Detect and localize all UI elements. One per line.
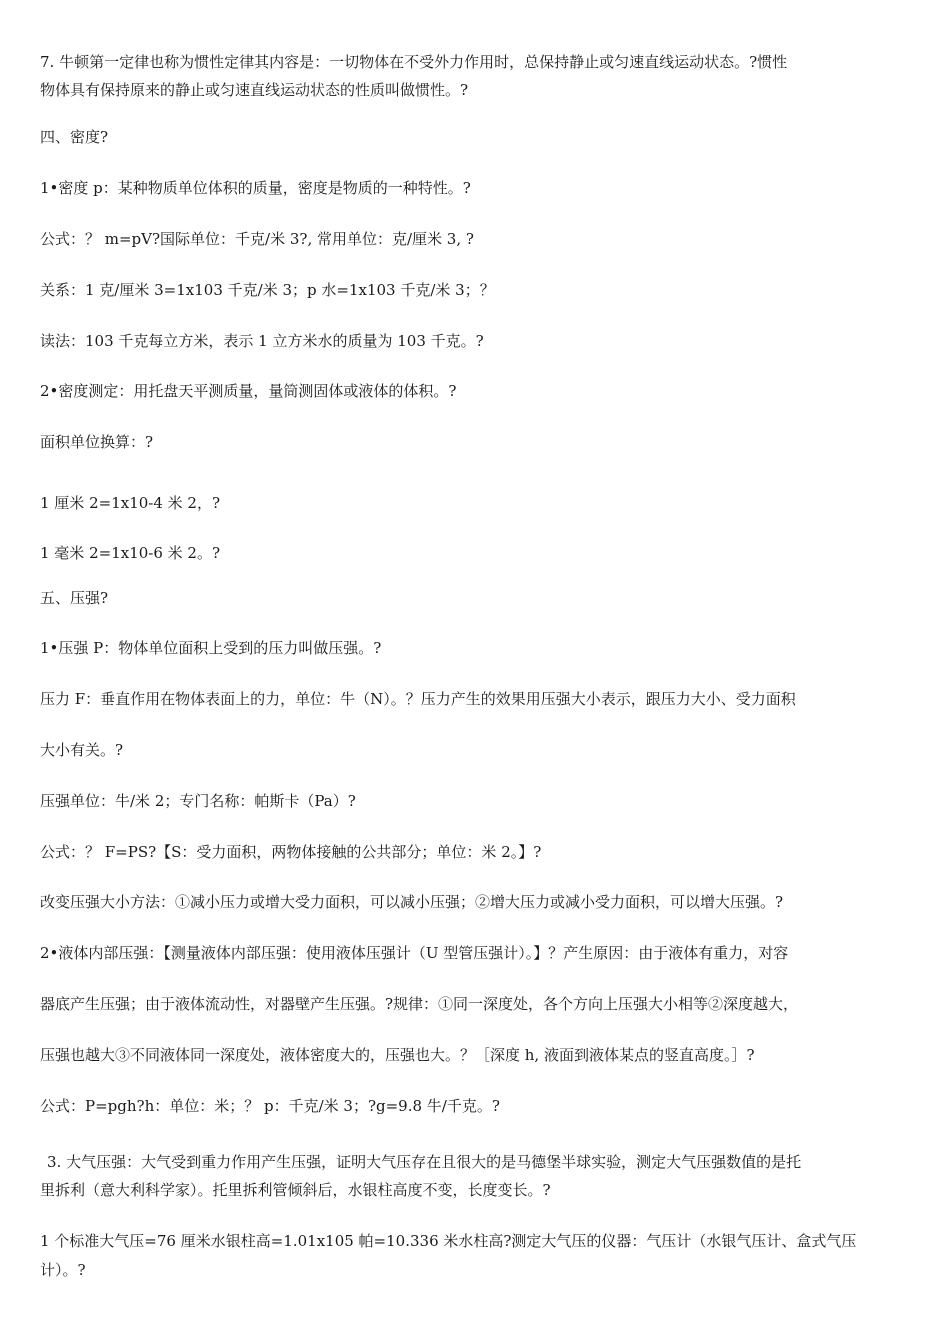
text-line: 器底产生压强；由于液体流动性，对器壁产生压强。?规律：①同一深度处，各个方向上压强大小相等②深度越大， <box>40 995 799 1013</box>
text-line: 2•密度测定：用托盘天平测质量，量筒测固体或液体的体积。? <box>40 382 457 400</box>
text-line: 改变压强大小方法：①减小压力或增大受力面积，可以减小压强；②增大压力或减小受力面积，可以增大压强。? <box>40 893 784 911</box>
text-line: 压力 F：垂直作用在物体表面上的力，单位：牛（N）。？压力产生的效果用压强大小表示，跟压力大小、受力面积 <box>40 690 796 708</box>
text-line: 1•密度 p：某种物质单位体积的质量，密度是物质的一种特性。? <box>40 179 471 197</box>
text-line: 公式：？ m=pV?国际单位：千克/米 3?, 常用单位：克/厘米 3, ? <box>40 230 474 248</box>
section-heading: 五、压强? <box>40 589 109 607</box>
section-heading: 四、密度? <box>40 128 109 146</box>
text-line: 里拆利（意大利科学家）。托里拆利管倾斜后，水银柱高度不变，长度变长。? <box>40 1181 551 1199</box>
text-line: 2•液体内部压强：【测量液体内部压强：使用液体压强计（U 型管压强计）。】？产生原因：由于液体有重力，对容 <box>40 944 789 962</box>
text-line: 1 厘米 2=1x10-4 米 2，? <box>40 494 221 512</box>
text-line: 压强单位：牛/米 2；专门名称：帕斯卡（Pa）? <box>40 792 356 810</box>
text-line: 关系：1 克/厘米 3=1x103 千克/米 3；p 水=1x103 千克/米 3；？ <box>40 281 495 299</box>
text-line: 面积单位换算：? <box>40 433 154 451</box>
text-line: 公式：P=pgh?h：单位：米；？ p：千克/米 3；?g=9.8 牛/千克。? <box>40 1097 500 1115</box>
text-line: 3. 大气压强：大气受到重力作用产生压强，证明大气压存在且很大的是马德堡半球实验，测定大气压强数值的是托 <box>47 1153 802 1171</box>
text-line: 7. 牛顿第一定律也称为惯性定律其内容是：一切物体在不受外力作用时，总保持静止或匀速直线运动状态。?惯性 <box>40 53 788 71</box>
text-line: 物体具有保持原来的静止或匀速直线运动状态的性质叫做惯性。? <box>40 81 469 99</box>
text-line: 压强也越大③不同液体同一深度处，液体密度大的，压强也大。？［深度 h, 液面到液体某点的竖直高度。］? <box>40 1046 755 1064</box>
text-line: 1 个标准大气压=76 厘米水银柱高=1.01x105 帕=10.336 米水柱高?测定大气压的仪器：气压计（水银气压计、盒式气压 <box>40 1232 857 1250</box>
text-line: 读法：103 千克每立方米，表示 1 立方米水的质量为 103 千克。? <box>40 332 484 350</box>
text-line: 公式：？ F=PS?【S：受力面积，两物体接触的公共部分；单位：米 2。】? <box>40 843 542 861</box>
text-line: 大小有关。? <box>40 741 124 759</box>
text-line: 1 毫米 2=1x10-6 米 2。? <box>40 544 221 562</box>
text-line: 1•压强 P：物体单位面积上受到的压力叫做压强。? <box>40 639 382 657</box>
text-line: 计）。? <box>40 1261 86 1279</box>
